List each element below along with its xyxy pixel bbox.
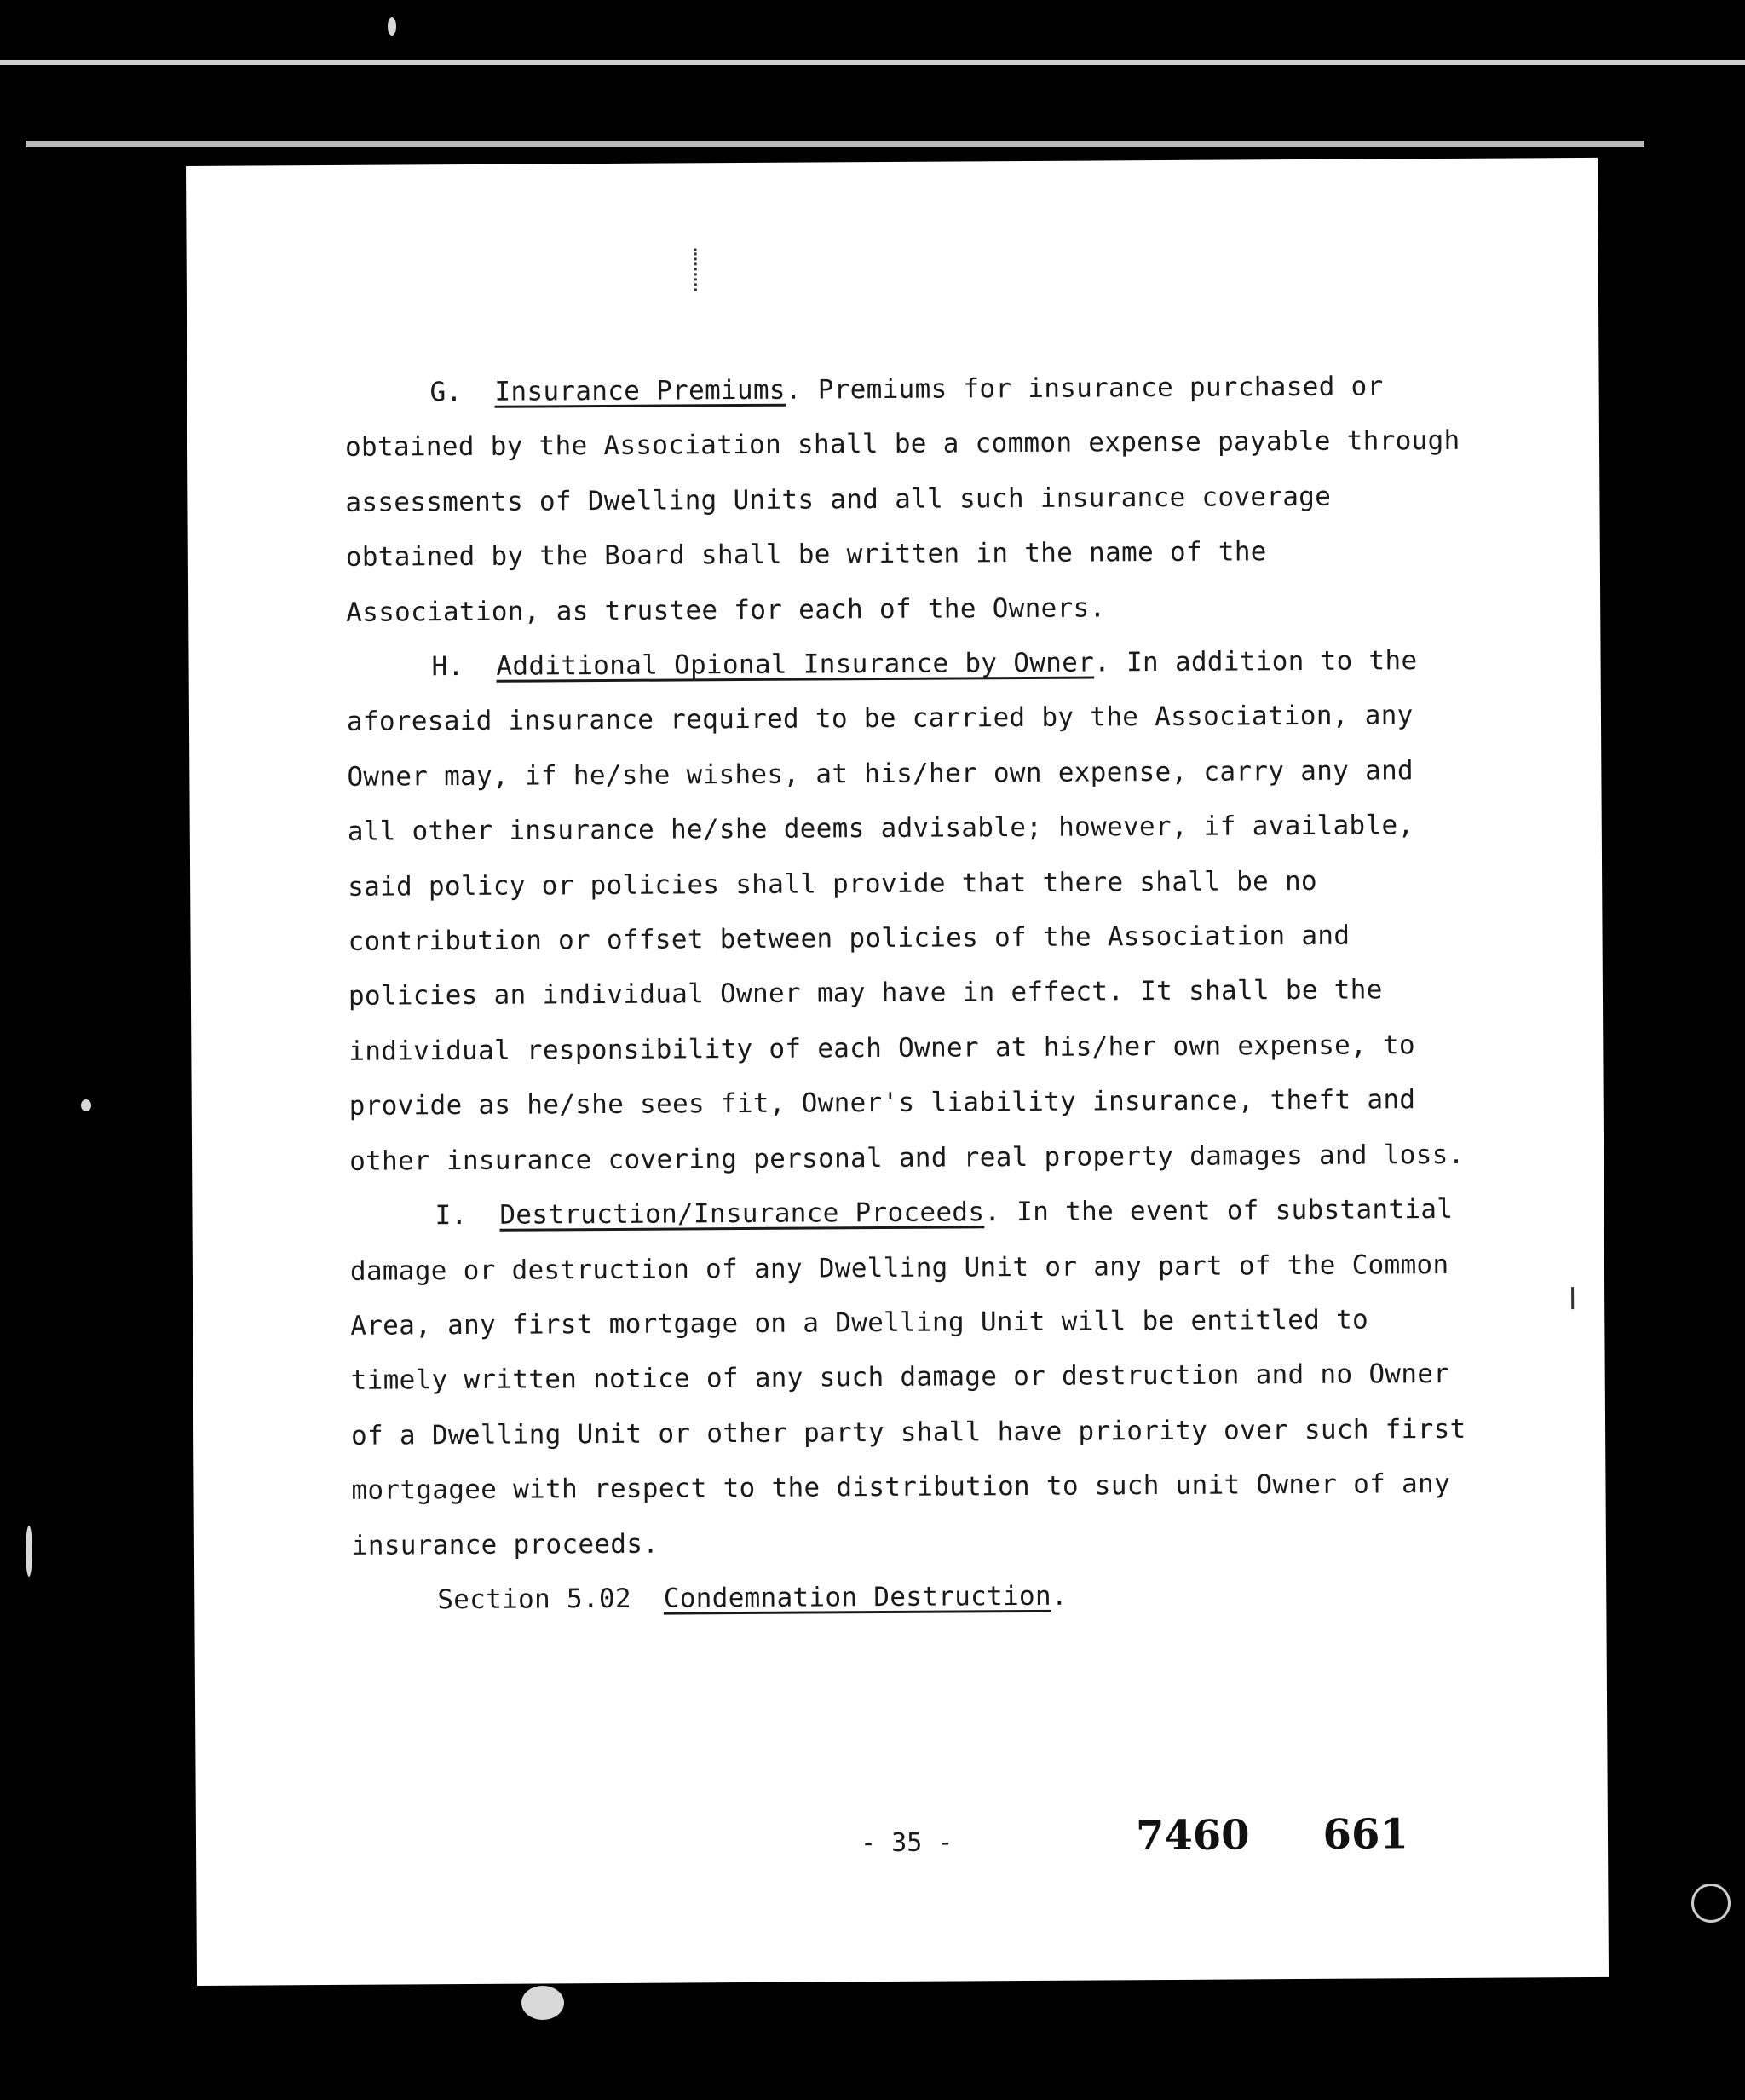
section-heading <box>352 1566 1477 1628</box>
scan-artifact-line <box>0 60 1745 65</box>
scan-speck <box>1691 1884 1731 1923</box>
paragraph-text: . In addition to the aforesaid insurance required to be carried by the Association, any Owner may, if he/she wishes, at his/her own expense, carry any and all other insurance he/she deems advisable; however, if available, said policy or policies shall provide that there shall be no contribution or offset between policies of the Association and policies an individual Owner may have in effect. It shall be the individual responsibility of each Owner at his/her own expense, to provide as he/she sees fit, Owner's liability insurance, theft and other insurance covering personal and real property damages and loss. <box>346 645 1465 1177</box>
document-body <box>344 359 1477 1628</box>
paragraph-heading: Insurance Premiums <box>494 374 786 407</box>
paragraph-heading: Additional Opional Insurance by Owner <box>496 647 1095 682</box>
scan-artifact-line <box>26 141 1644 147</box>
paragraph-heading: Destruction/Insurance Proceeds <box>499 1197 985 1231</box>
section-period: . <box>1051 1580 1068 1612</box>
scan-speck <box>521 1986 564 2020</box>
paragraph-g <box>344 359 1471 640</box>
book-number: 7460 <box>1135 1811 1250 1861</box>
paragraph-text: . Premiums for insurance purchased or obtained by the Association shall be a common expense payable through assessments of Dwelling Units and all such insurance coverage obtained by the Board shall be written in the name of the Association, as trustee for each of the Owners. <box>344 371 1460 628</box>
paragraph-i <box>349 1182 1477 1573</box>
scan-speck <box>388 17 396 36</box>
paragraph-h <box>346 633 1474 1189</box>
margin-mark <box>1571 1287 1574 1309</box>
paragraph-letter: G. <box>429 377 463 408</box>
section-title: Condemnation Destruction <box>663 1580 1052 1614</box>
section-number: Section 5.02 <box>437 1583 631 1616</box>
document-page <box>186 158 1609 1986</box>
scan-speck <box>26 1526 32 1577</box>
margin-mark <box>694 248 699 291</box>
book-page: 661 <box>1322 1810 1408 1859</box>
paragraph-text: . In the event of substantial damage or destruction of any Dwelling Unit or any part of the Common Area, any first mortgage on a Dwelling Unit will be entitled to timely written notice of any such damage or destruction and no Owner of a Dwelling Unit or other party shall have priority over such first mortgagee with respect to the distribution to such unit Owner of any insurance proceeds. <box>349 1194 1466 1561</box>
paragraph-letter: H. <box>431 651 464 683</box>
page-number: - 35 - <box>860 1827 953 1859</box>
scan-speck <box>81 1099 91 1111</box>
recording-stamp <box>1136 1810 1482 1860</box>
paragraph-letter: I. <box>435 1200 468 1232</box>
